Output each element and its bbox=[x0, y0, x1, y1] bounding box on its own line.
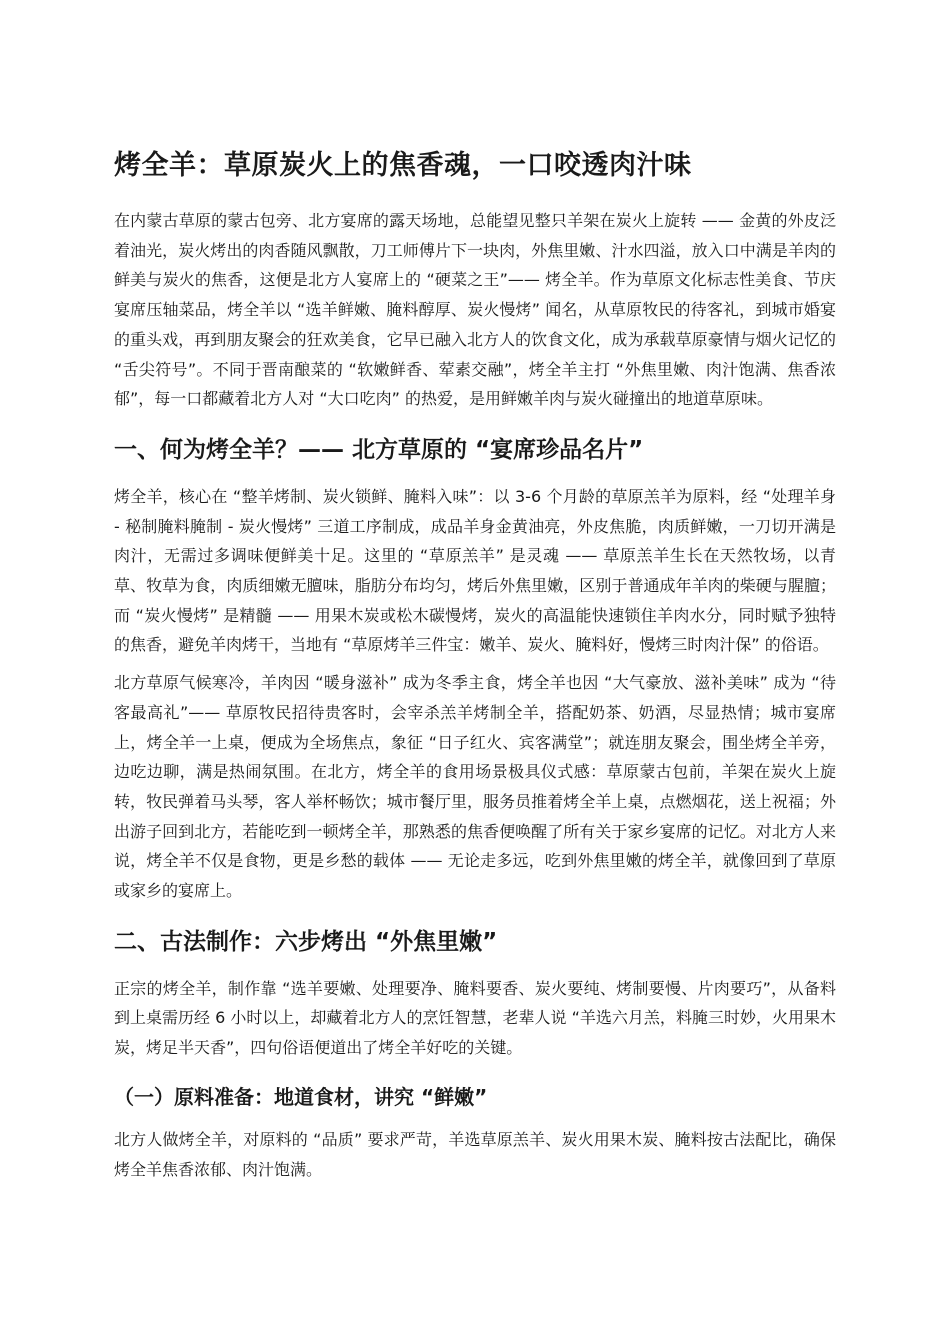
intro-paragraph: 在内蒙古草原的蒙古包旁、北方宴席的露天场地，总能望见整只羊架在炭火上旋转 —— 金黄的外皮泛着油光，炭火烤出的肉香随风飘散，刀工师傅片下一块肉，外焦里嫩、汁水四溢，放入口中满是羊肉的鲜美与炭火的焦香，这便是北方人宴席上的 “硬菜之王”—— 烤全羊。作为草原文化标志性美食、节庆宴席压轴菜品，烤全羊以 “选羊鲜嫩、腌料醇厚、炭火慢烤” 闻名，从草原牧民的待客礼，到城市婚宴的重头戏，再到朋友聚会的狂欢美食，它早已融入北方人的饮食文化，成为承载草原豪情与烟火记忆的 “舌尖符号”。不同于晋南酿菜的 “软嫩鲜香、荤素交融”，烤全羊主打 “外焦里嫩、肉汁饱满、焦香浓郁”，每一口都藏着北方人对 “大口吃肉” 的热爱，是用鲜嫩羊肉与炭火碰撞出的地道草原味。 bbox=[114, 211, 836, 409]
section-2-paragraph-1: 正宗的烤全羊，制作靠 “选羊要嫩、处理要净、腌料要香、炭火要纯、烤制要慢、片肉要巧”，从备料到上桌需历经 6 小时以上，却藏着北方人的烹饪智慧，老辈人说 “羊选六月羔，料腌三时妙，火用果木炭，烤足半天香”，四句俗语便道出了烤全羊好吃的关键。 bbox=[114, 978, 836, 1058]
section-1-paragraph-2: 北方草原气候寒冷，羊肉因 “暖身滋补” 成为冬季主食，烤全羊也因 “大气豪放、滋补美味” 成为 “待客最高礼”—— 草原牧民招待贵客时，会宰杀羔羊烤制全羊，搭配奶茶、奶酒，尽显热情；城市宴席上，烤全羊一上桌，便成为全场焦点，象征 “日子红火、宾客满堂”；就连朋友聚会，围坐烤全羊旁，边吃边聊，满是热闹氛围。在北方，烤全羊的食用场景极具仪式感：草原蒙古包前，羊架在炭火上旋转，牧民弹着马头琴，客人举杯畅饮；城市餐厅里，服务员推着烤全羊上桌，点燃烟花，送上祝福；外出游子回到北方，若能吃到一顿烤全羊，那熟悉的焦香便唤醒了所有关于家乡宴席的记忆。对北方人来说，烤全羊不仅是食物，更是乡愁的载体 —— 无论走多远，吃到外焦里嫩的烤全羊，就像回到了草原或家乡的宴席上。 bbox=[114, 673, 836, 901]
section-2-heading: 二、古法制作：六步烤出 “外焦里嫩” bbox=[114, 928, 498, 955]
subsection-2-1-paragraph-1: 北方人做烤全羊，对原料的 “品质” 要求严苛，羊选草原羔羊、炭火用果木炭、腌料按古法配比，确保烤全羊焦香浓郁、肉汁饱满。 bbox=[114, 1129, 836, 1179]
article-title: 烤全羊：草原炭火上的焦香魂，一口咬透肉汁味 bbox=[114, 150, 692, 181]
subsection-2-1-heading: （一）原料准备：地道食材，讲究 “鲜嫩” bbox=[114, 1084, 488, 1109]
section-1-heading: 一、何为烤全羊？—— 北方草原的 “宴席珍品名片” bbox=[114, 436, 644, 463]
section-1-paragraph-1: 烤全羊，核心在 “整羊烤制、炭火锁鲜、腌料入味”：以 3-6 个月龄的草原羔羊为原料，经 “处理羊身 - 秘制腌料腌制 - 炭火慢烤” 三道工序制成，成品羊身金黄油亮，外皮焦脆，肉质鲜嫩，一刀切开满是肉汁，无需过多调味便鲜美十足。这里的 “草原羔羊” 是灵魂 —— 草原羔羊生长在天然牧场，以青草、牧草为食，肉质细嫩无膻味，脂肪分布均匀，烤后外焦里嫩，区别于普通成年羊肉的柴硬与腥膻；而 “炭火慢烤” 是精髓 —— 用果木炭或松木碳慢烤，炭火的高温能快速锁住羊肉水分，同时赋予独特的焦香，避免羊肉烤干，当地有 “草原烤羊三件宝：嫩羊、炭火、腌料好，慢烤三时肉汁保” 的俗语。 bbox=[114, 486, 836, 655]
